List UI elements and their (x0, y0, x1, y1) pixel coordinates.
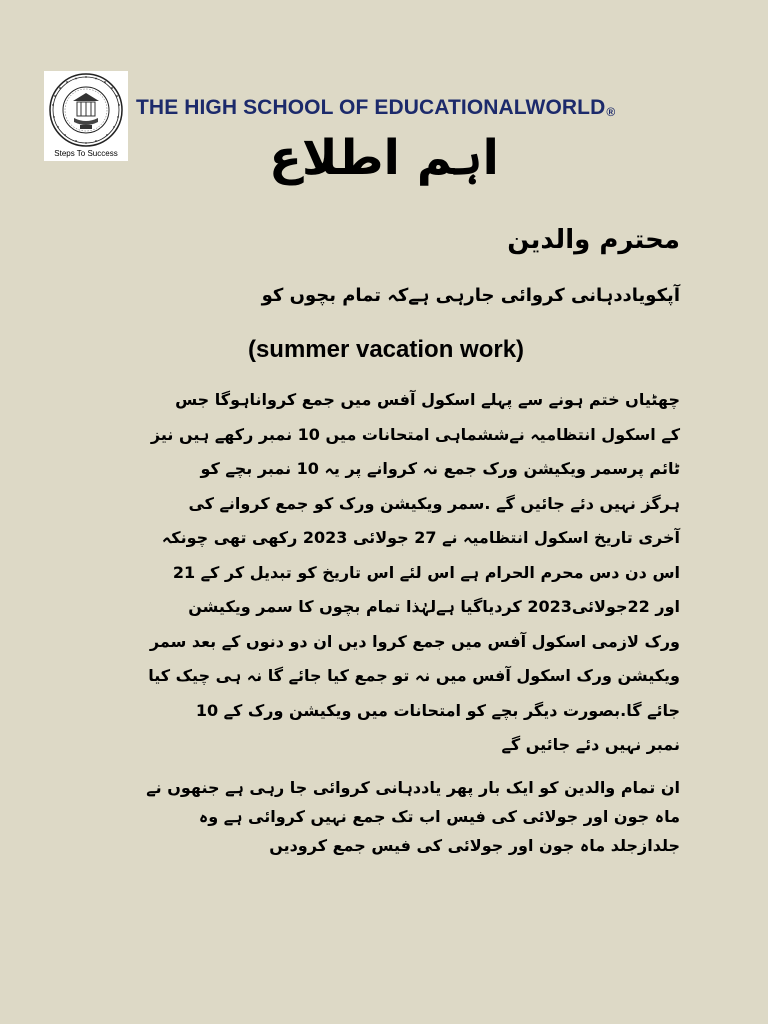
notice-title: اہم اطلاع (269, 130, 499, 186)
body-line: ویکیشن ورک اسکول آفس میں نہ تو جمع کیا جائے گا نہ ہی چیک کیا (148, 666, 680, 685)
body-line: اس دن دس محرم الحرام ہے اس لئے اس تاریخ کو تبدیل کر کے 21 (172, 562, 680, 582)
summer-vacation-work-phrase: (summer vacation work) (247, 336, 525, 363)
body-line: ورک لازمی اسکول آفس میں جمع کروا دیں ان دو دنوں کے بعد سمر (149, 631, 680, 651)
body-line: چھٹیاں ختم ہونے سے پہلے اسکول آفس میں جمع کرواناہوگا جس (175, 390, 680, 409)
fee-reminder-paragraph (90, 773, 680, 860)
closing-line: جلدازجلد ماہ جون اور جولائی کی فیس جمع کرودیں (269, 836, 680, 855)
salutation: محترم والدین (507, 225, 680, 255)
school-seal-logo (44, 71, 128, 161)
body-line: آخری تاریخ اسکول انتظامیہ نے 27 جولائی 2023 رکھی تھی چونکہ (161, 528, 680, 547)
body-line: ہرگز نہیں دئے جائیں گے .سمر ویکیشن ورک کو جمع کروانے کی (188, 493, 680, 513)
body-line: جائے گا.بصورت دیگر بچے کو امتحانات میں ویکیشن ورک کے 10 (195, 700, 680, 720)
school-name-text: THE HIGH SCHOOL OF EDUCATIONALWORLD (136, 96, 606, 119)
school-name-heading (136, 96, 615, 120)
closing-line: ان تمام والدین کو ایک بار پھر یاددہانی کروائی جا رہی ہے جنھوں نے (146, 778, 680, 797)
notice-body-paragraph (90, 383, 680, 763)
body-line: ٹائم پرسمر ویکیشن ورک جمع نہ کروانے پر یہ 10 نمبر بچے کو (200, 459, 680, 478)
logo-tagline: Steps To Success (54, 149, 118, 158)
seal-emblem-icon (44, 71, 128, 149)
body-line: اور 22جولائی2023 کردیاگیا ہےلہٰذا تمام بچوں کا سمر ویکیشن (188, 597, 680, 616)
body-line: کے اسکول انتظامیہ نےششماہی امتحانات میں 10 نمبر رکھے ہیں نیز (150, 424, 680, 444)
closing-line: ماہ جون اور جولائی کی فیس اب تک جمع نہیں کروائی ہے وہ (198, 807, 680, 826)
intro-line: آپکویاددہانی کروائی جارہی ہےکہ تمام بچوں کو (261, 285, 680, 306)
registered-mark: ® (606, 105, 616, 119)
body-line: نمبر نہیں دئے جائیں گے (501, 735, 680, 754)
